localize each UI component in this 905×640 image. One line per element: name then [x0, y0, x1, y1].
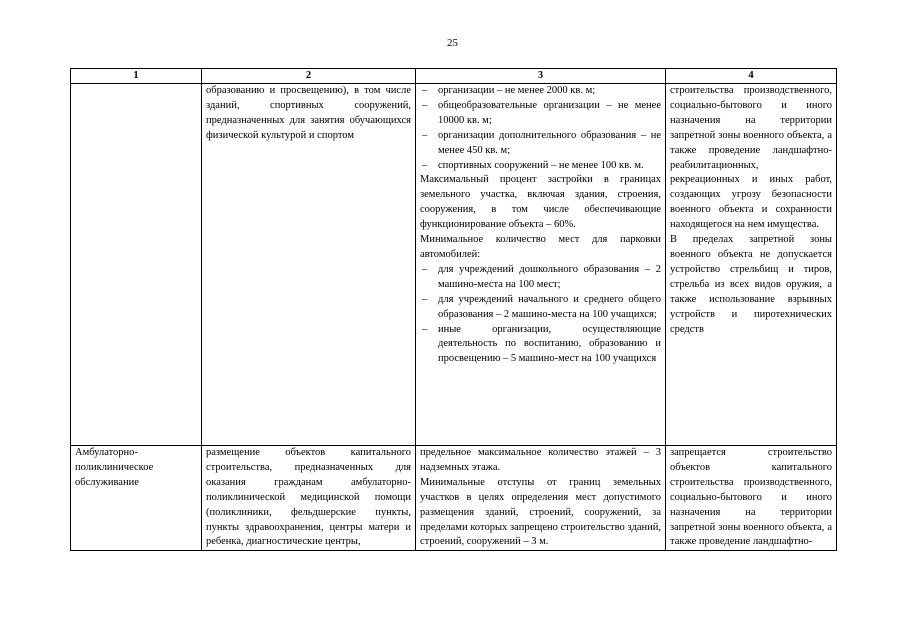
dash-bullet-icon: –	[422, 99, 428, 111]
list-item: – для учреждений дошкольного образования – 2 машино-места на 100 мест;	[422, 263, 661, 290]
table-row	[71, 446, 837, 551]
column-header-1: 1	[71, 69, 202, 84]
list-item: – иные организации, осуществляющие деятельность по воспитанию, образованию и просвещению – 5 машино-мест на 100 учащихся	[422, 323, 661, 365]
use-type-cell: Амбулаторно-поликлиническое обслуживание	[71, 446, 202, 551]
dash-bullet-icon: –	[422, 129, 428, 141]
page-number: 25	[447, 37, 458, 49]
parking-heading-paragraph: Минимальное количество мест для парковки автомобилей:	[420, 234, 661, 260]
restrictions-paragraph: рекреационных и иных работ, создающих угрозу безопасности военного объекта и сохранности находящегося на нем имущества.	[670, 174, 832, 231]
restrictions-paragraph: строительства производственного, социально-бытового и иного назначения на территории запретной зоны военного объекта, а также проведение ландшафтно-реабилитационных,	[670, 85, 832, 171]
max-floors-paragraph: предельное максимальное количество этажей – 3 надземных этажа.	[420, 447, 661, 473]
column-header-2: 2	[202, 69, 416, 84]
list-item: – спортивных сооружений – не менее 100 кв. м.	[420, 159, 661, 174]
restrictions-paragraph: В пределах запретной зоны военного объекта не допускается устройство стрельбищ и тиров, стрельба из всех видов оружия, а также использование взрывных устройств и пиротехнических средств	[670, 234, 832, 335]
dash-bullet-icon: –	[422, 159, 428, 171]
use-description-cell: образованию и просвещению), в том числе зданий, спортивных сооружений, предназначенных для занятия обучающихся физической культурой и спортом	[202, 84, 416, 446]
dash-bullet-icon: –	[422, 85, 428, 96]
list-item: – организации – не менее 2000 кв. м;	[420, 84, 661, 99]
restrictions-paragraph: запрещается строительство объектов капитального строительства производственного, социально-бытового и иного назначения на территории запретной зоны военного объекта, а также проведение ландшафтно-	[670, 447, 832, 548]
dash-bullet-icon: –	[422, 263, 428, 275]
max-coverage-paragraph: Максимальный процент застройки в границах земельного участка, включая здания, строения, сооружения, в том числе обеспечивающие функционирование объекта – 60%.	[420, 174, 661, 231]
setbacks-paragraph: Минимальные отступы от границ земельных участков в целях определения мест допустимого размещения зданий, строений, сооружений, за пределами которых запрещено строительство зданий, строений, сооружений – 3 м.	[420, 476, 661, 548]
parameters-cell	[416, 446, 666, 551]
dash-bullet-icon: –	[422, 323, 428, 335]
table-row	[71, 84, 837, 446]
column-header-4: 4	[666, 69, 837, 84]
zoning-table	[70, 68, 837, 551]
parameters-cell	[416, 84, 666, 446]
use-description-cell: размещение объектов капитального строительства, предназначенных для оказания гражданам амбулаторно-поликлинической медицинской помощи (поликлиники, фельдшерские пункты, пункты здравоохранения, центры матери и ребенка, диагностические центры,	[202, 446, 416, 551]
area-requirements-list	[420, 84, 661, 173]
table-header-row	[71, 69, 837, 84]
parking-requirements-list	[420, 263, 661, 367]
column-header-3: 3	[416, 69, 666, 84]
restrictions-cell	[666, 84, 837, 446]
list-item: – общеобразовательные организации – не менее 10000 кв. м;	[422, 99, 661, 126]
list-item: – организации дополнительного образования – не менее 450 кв. м;	[422, 129, 661, 156]
use-type-cell	[71, 84, 202, 446]
restrictions-cell	[666, 446, 837, 551]
list-item: – для учреждений начального и среднего общего образования – 2 машино-места на 100 учащихся;	[422, 293, 661, 320]
dash-bullet-icon: –	[422, 293, 428, 305]
